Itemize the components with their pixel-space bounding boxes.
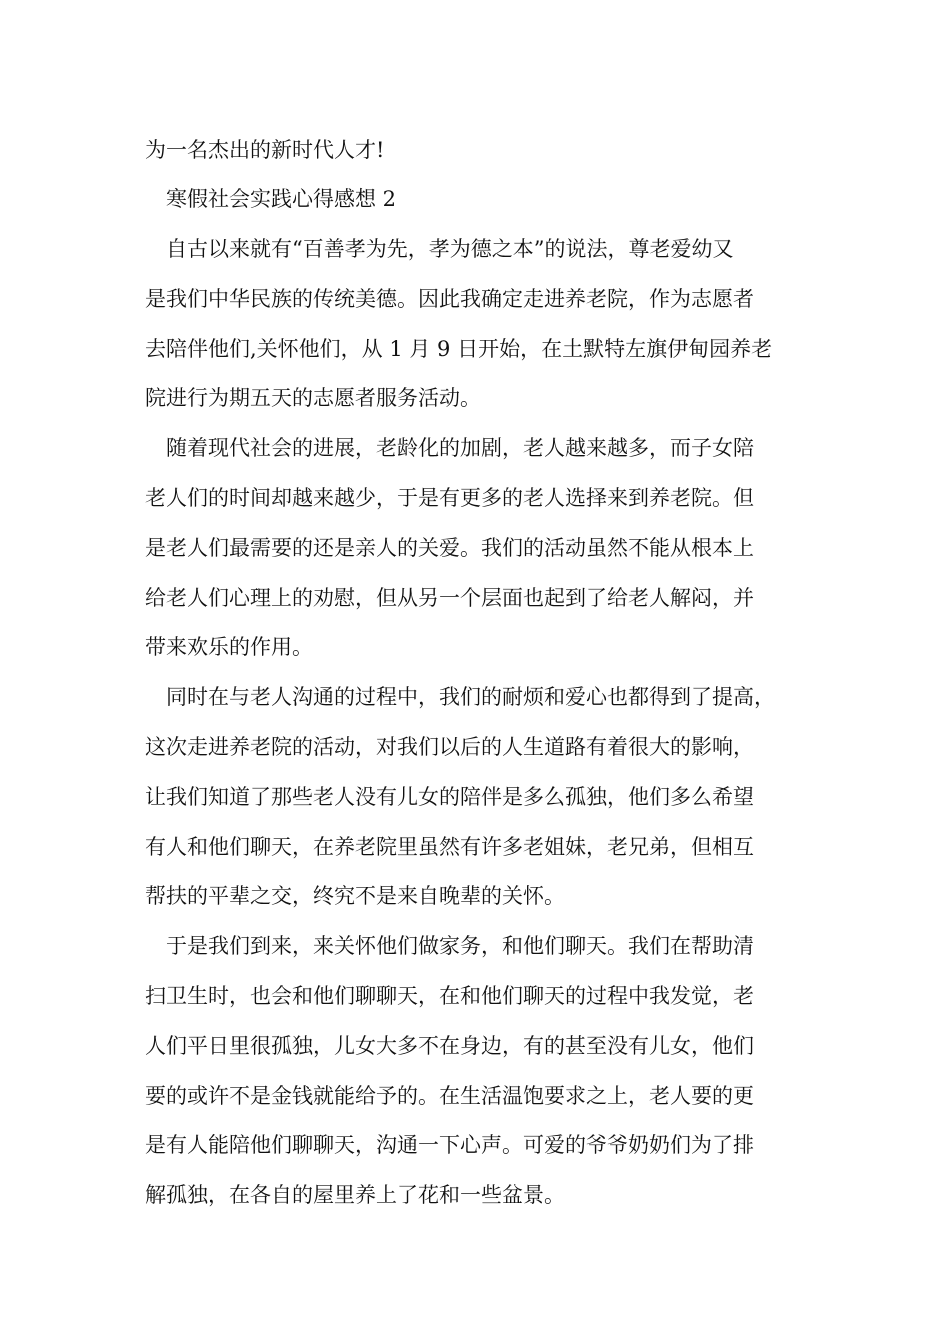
text-line: 院进行为期五天的志愿者服务活动。 — [145, 386, 481, 410]
text-line: 帮扶的平辈之交，终究不是来自晚辈的关怀。 — [145, 884, 565, 908]
text-line: 去陪伴他们,关怀他们，从 1 月 9 日开始，在土默特左旗伊甸园养老 — [145, 337, 773, 361]
section-heading: 寒假社会实践心得感想 2 — [166, 187, 397, 211]
text-line: 于是我们到来，来关怀他们做家务，和他们聊天。我们在帮助清 — [166, 934, 754, 958]
text-line: 是我们中华民族的传统美德。因此我确定走进养老院，作为志愿者 — [145, 287, 754, 311]
text-line: 人们平日里很孤独，儿女大多不在身边，有的甚至没有儿女，他们 — [145, 1034, 754, 1058]
text-line: 为一名杰出的新时代人才! — [145, 138, 385, 162]
text-line: 老人们的时间却越来越少，于是有更多的老人选择来到养老院。但 — [145, 486, 754, 510]
text-line: 带来欢乐的作用。 — [145, 635, 313, 659]
text-line: 同时在与老人沟通的过程中，我们的耐烦和爱心也都得到了提高， — [166, 685, 775, 709]
text-line: 随着现代社会的进展，老龄化的加剧，老人越来越多，而子女陪 — [166, 436, 754, 460]
text-line: 让我们知道了那些老人没有儿女的陪伴是多么孤独，他们多么希望 — [145, 785, 754, 809]
text-line: 是有人能陪他们聊聊天，沟通一下心声。可爱的爷爷奶奶们为了排 — [145, 1133, 754, 1157]
text-line: 解孤独，在各自的屋里养上了花和一些盆景。 — [145, 1183, 565, 1207]
text-line: 是老人们最需要的还是亲人的关爱。我们的活动虽然不能从根本上 — [145, 536, 754, 560]
text-line: 要的或许不是金钱就能给予的。在生活温饱要求之上，老人要的更 — [145, 1084, 754, 1108]
text-line: 这次走进养老院的活动，对我们以后的人生道路有着很大的影响， — [145, 735, 754, 759]
text-line: 给老人们心理上的劝慰，但从另一个层面也起到了给老人解闷，并 — [145, 586, 754, 610]
text-line: 自古以来就有“百善孝为先，孝为德之本”的说法，尊老爱幼又 — [166, 237, 734, 261]
text-line: 有人和他们聊天，在养老院里虽然有许多老姐妹，老兄弟，但相互 — [145, 835, 754, 859]
text-line: 扫卫生时，也会和他们聊聊天，在和他们聊天的过程中我发觉，老 — [145, 984, 754, 1008]
